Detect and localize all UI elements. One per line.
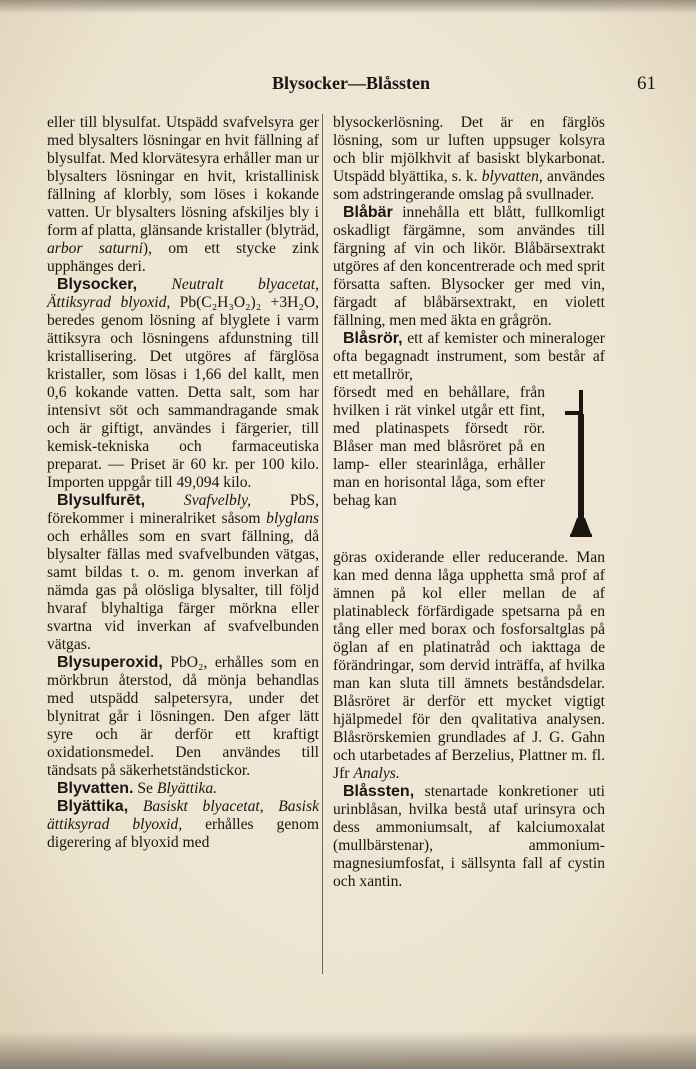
- headword-blassten: Blåssten,: [343, 783, 415, 800]
- cross-reference: Blyättika.: [156, 780, 218, 797]
- italic-synonym: Svafvelbly,: [183, 492, 252, 509]
- entry-blasror: [333, 330, 605, 384]
- headword-blysocker: Blysocker,: [57, 276, 138, 293]
- entry-blasror-cont: [333, 549, 605, 783]
- chemical-formula: Pb(C₂H₃O₂)₂ +3H₂O,: [179, 294, 319, 311]
- blowpipe-icon: [545, 384, 605, 544]
- entry-blyvatten: [47, 780, 319, 798]
- headword-blabar: Blåbär: [343, 204, 393, 221]
- right-column: [333, 114, 605, 891]
- running-head: Blysocker—Blåssten: [271, 73, 430, 93]
- page-header: [46, 73, 656, 99]
- entry-text: erhålles som en mörkbrun återstod, då mönja behandlas med utspädd salpetersyra, under det blynitrat går i lösningen. Den afger lätt syre och är derför ett kraftigt oxidationsmedel. Den användes till tändsats på säkerhetständstickor.: [47, 654, 320, 779]
- chemical-formula: PbS,: [289, 492, 319, 509]
- column-divider: [322, 114, 323, 974]
- headword-blasror: Blåsrör,: [343, 330, 403, 347]
- headword-blysulfuret: Blysulfurēt,: [57, 492, 146, 509]
- chemical-formula: PbO₂,: [170, 654, 208, 671]
- entry-blassten: [333, 783, 605, 891]
- italic-synonym: Neutralt blyacetat, Ättiksyrad blyoxid,: [47, 276, 319, 311]
- entry-text: stenartade konkretioner uti urinblåsan, hvilka bestå utaf urinsyra och dess ammoniumsalt, af kalciumoxalat (mullbärstenar), ammonium-magnesiumfosfat, i sällsynta fall af cystin och xantin.: [333, 783, 606, 890]
- italic-term: blyvatten,: [481, 168, 543, 185]
- page-number: 61: [637, 73, 656, 94]
- entry-text: erhålles genom digerering af blyoxid med: [47, 816, 320, 851]
- entry-text: ett af kemister och mineraloger ofta begagnadt instrument, som består af ett metallrör,: [333, 330, 605, 383]
- entry-text: göras oxiderande eller reducerande. Man kan med denna låga upphetta små prof af ämnen på kol eller mellan de af platinableck förfärdigade spetsarna på en tång eller med borax och fosforsaltglas på öglan af en platinatråd och iakttaga de förändringar, som dervid inträffa, af hvilka man kan sluta till ämnets beståndsdelar. Blåsröret är derför ett mycket vigtigt hjälpmedel för den qvalitativa analysen. Blåsrörskemien grundlades af J. G. Gahn och utarbetades af Berzelius, Plattner m. fl. Jfr: [333, 549, 605, 782]
- italic-term: blyglans: [266, 510, 319, 527]
- entry-text-beside-figure: försedt med en behållare, från hvilken i rät vinkel utgår ett fint, med platinaspets försedt rör. Blåser man med blåsröret på en lamp- eller stearinlåga, erhåller man en horisontal låga, som efter behag kan: [333, 384, 545, 509]
- scan-edge-bottom: [0, 1031, 696, 1069]
- cross-reference: Analys.: [353, 765, 400, 782]
- headword-blyvatten: Blyvatten.: [57, 780, 134, 797]
- text: eller till blysulfat. Utspädd svafvelsyra ger med blysalters lösningar en hvit fällning af blysulfat. Med klorvätesyra erhåller man ur blysalters lösningar en hvit, kristallinisk fällning af klorbly, som löses i kokande vatten. Ur blysalters lösning afskiljes bly i form af platta, glänsande kristaller (blyträd,: [47, 114, 319, 239]
- italic-synonym: Basiskt blyacetat, Basisk ättiksyrad blyoxid,: [47, 798, 319, 833]
- blowpipe-illustration: [545, 384, 605, 549]
- entry-blysuperoxid: [47, 654, 319, 780]
- headword-blysuperoxid: Blysuperoxid,: [57, 654, 163, 671]
- italic-term: arbor saturni: [47, 240, 143, 257]
- entry-blysulfuret: [47, 492, 319, 654]
- paragraph-blysulfat-cont: [47, 114, 319, 276]
- entry-text: innehålla ett blått, fullkomligt oskadligt färgämne, som användes till färgning af vin och likör. Blåbärsextrakt utgöres af den koncentrerade och med sprit försatta saften. Blysocker ger med vin, färgadt af blåbärsextrakt, en violett fällning, men med äkta en grågrön.: [333, 204, 605, 329]
- entry-text: förekommer i mineralriket såsom: [47, 510, 261, 527]
- text: användes som adstringerande omslag på svullnader.: [333, 168, 606, 203]
- left-column: [47, 114, 319, 852]
- entry-text: beredes genom lösning af blyglete i varm ättiksyra och lösningens afdunstning till kristallisering. Det utgöres af färglösa kristaller, som lösas i 1,66 del kallt, men 0,6 kokande vatten. Detta salt, som har intensivt söt och sammandragande smak och är giftigt, användes i färgerier, till kemisk-tekniska och farmaceutiska preparat. — Priset är 60 kr. per 100 kilo. Importen uppgår till 49,094 kilo.: [47, 312, 319, 491]
- entry-text: Se: [137, 780, 153, 797]
- scan-edge-top: [0, 0, 696, 14]
- text: ), om ett stycke zink upphänges deri.: [47, 240, 319, 275]
- entry-blysocker: [47, 276, 319, 492]
- text: blysockerlösning. Det är en färglös lösning, som ur luften uppsuger kolsyra och blir mjölkhvit af basiskt blykarbonat. Utspädd blyättika, s. k.: [333, 114, 605, 185]
- headword-blyattika: Blyättika,: [57, 798, 129, 815]
- entry-text: och erhålles som en svart fällning, då blysalter fällas med svafvelbunden vätgas, samt bildas t. o. m. genom inverkan af nämda gas på olösliga blysalter, till följd hvaraf blyhaltiga färger mörkna eller svartna vid inverkan af svafvelbunden vätgas.: [47, 528, 319, 653]
- entry-blyattika: [47, 798, 319, 852]
- paragraph-blyattika-cont: [333, 114, 605, 204]
- blowpipe-figure-wrap: [333, 384, 605, 549]
- entry-blabar: [333, 204, 605, 330]
